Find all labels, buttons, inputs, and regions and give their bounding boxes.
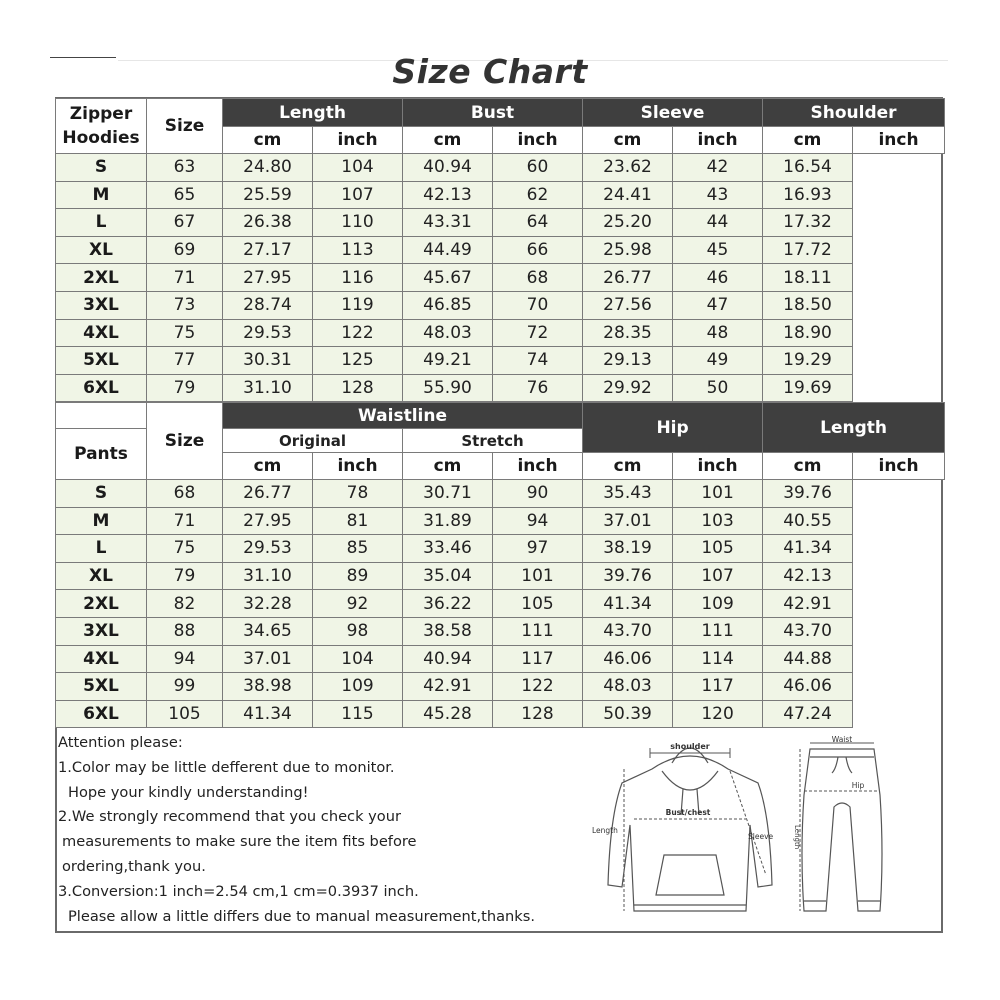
measurement-cell: 24.80 (223, 154, 313, 182)
measurement-cell: 120 (673, 700, 763, 728)
measurement-cell: 104 (313, 645, 403, 673)
measurement-cell: 82 (147, 590, 223, 618)
measurement-cell: 122 (313, 319, 403, 347)
measurement-cell: 19.29 (763, 347, 853, 375)
table-row (56, 535, 945, 563)
measurement-cell: 33.46 (403, 535, 493, 563)
measurement-cell: 45.67 (403, 264, 493, 292)
measurement-cell: 113 (313, 236, 403, 264)
measurement-cell: 99 (147, 673, 223, 701)
measurement-cell: 48.03 (403, 319, 493, 347)
measurement-cell: 27.95 (223, 264, 313, 292)
measurement-cell: 38.58 (403, 617, 493, 645)
measurement-cell: 17.72 (763, 236, 853, 264)
size-label-cell: 4XL (56, 319, 147, 347)
diagram-hip-label: Hip (851, 781, 865, 790)
measurement-cell: 29.92 (583, 374, 673, 402)
measurement-cell: 76 (493, 374, 583, 402)
pants-group-waistline: Waistline (223, 403, 583, 429)
measurement-cell: 111 (673, 617, 763, 645)
measurement-cell: 39.76 (583, 562, 673, 590)
measurement-cell: 28.35 (583, 319, 673, 347)
diagram-length-label: Length (592, 826, 618, 835)
measurement-cell: 48.03 (583, 673, 673, 701)
measurement-cell: 25.59 (223, 181, 313, 209)
unit-header: cm (403, 453, 493, 480)
measurement-cell: 31.10 (223, 562, 313, 590)
table-row (56, 319, 945, 347)
measurement-cell: 128 (493, 700, 583, 728)
measurement-cell: 30.31 (223, 347, 313, 375)
measurement-cell: 40.94 (403, 645, 493, 673)
measurement-cell: 77 (147, 347, 223, 375)
measurement-cell: 19.69 (763, 374, 853, 402)
unit-header: cm (223, 127, 313, 154)
measurement-cell: 74 (493, 347, 583, 375)
measurement-cell: 75 (147, 535, 223, 563)
measurement-cell: 27.95 (223, 507, 313, 535)
notes-line: ordering,thank you. (62, 857, 206, 875)
measurement-cell: 18.90 (763, 319, 853, 347)
measurement-cell: 26.77 (583, 264, 673, 292)
measurement-cell: 32.28 (223, 590, 313, 618)
hoodies-category-line2: Hoodies (62, 128, 140, 148)
measurement-cell: 68 (147, 480, 223, 508)
measurement-cell: 104 (313, 154, 403, 182)
measurement-cell: 40.94 (403, 154, 493, 182)
measurement-cell: 65 (147, 181, 223, 209)
attention-notes (58, 731, 598, 929)
measurement-cell: 43.70 (583, 617, 673, 645)
diagram-waist-label: Waist (831, 735, 853, 744)
table-row (56, 700, 945, 728)
measurement-cell: 97 (493, 535, 583, 563)
measurement-cell: 70 (493, 291, 583, 319)
measurement-cell: 88 (147, 617, 223, 645)
measurement-cell: 101 (673, 480, 763, 508)
measurement-cell: 34.65 (223, 617, 313, 645)
unit-header: inch (853, 127, 945, 154)
measurement-cell: 27.56 (583, 291, 673, 319)
measurement-cell: 16.93 (763, 181, 853, 209)
unit-header: inch (673, 127, 763, 154)
pants-blank-cell (56, 403, 147, 429)
measurement-cell: 71 (147, 507, 223, 535)
measurement-cell: 128 (313, 374, 403, 402)
notes-line: 1.Color may be little defferent due to monitor. (58, 758, 395, 776)
measurement-cell: 105 (673, 535, 763, 563)
measurement-cell: 42.91 (763, 590, 853, 618)
table-row (56, 291, 945, 319)
table-row (56, 347, 945, 375)
diagram-bust-label: Bust/chest (665, 808, 711, 817)
size-label-cell: S (56, 154, 147, 182)
measurement-cell: 31.10 (223, 374, 313, 402)
unit-header: inch (493, 127, 583, 154)
size-label-cell: L (56, 209, 147, 237)
measurement-cell: 50 (673, 374, 763, 402)
measurement-cell: 35.04 (403, 562, 493, 590)
measurement-cell: 79 (147, 374, 223, 402)
size-label-cell: L (56, 535, 147, 563)
measurement-cell: 62 (493, 181, 583, 209)
measurement-cell: 69 (147, 236, 223, 264)
size-label-cell: 4XL (56, 645, 147, 673)
notes-line: 3.Conversion:1 inch=2.54 cm,1 cm=0.3937 inch. (58, 882, 419, 900)
measurement-cell: 81 (313, 507, 403, 535)
measurement-cell: 37.01 (223, 645, 313, 673)
measurement-cell: 40.55 (763, 507, 853, 535)
unit-header: cm (583, 127, 673, 154)
measurement-cell: 18.11 (763, 264, 853, 292)
measurement-cell: 49.21 (403, 347, 493, 375)
measurement-cell: 60 (493, 154, 583, 182)
table-row (56, 590, 945, 618)
table-row (56, 154, 945, 182)
measurement-cell: 72 (493, 319, 583, 347)
measurement-cell: 43.70 (763, 617, 853, 645)
measurement-cell: 50.39 (583, 700, 673, 728)
table-row (56, 562, 945, 590)
measurement-cell: 125 (313, 347, 403, 375)
measurement-cell: 39.76 (763, 480, 853, 508)
measurement-cell: 109 (313, 673, 403, 701)
measurement-cell: 47.24 (763, 700, 853, 728)
pants-group-hip: Hip (583, 403, 763, 453)
size-label-cell: XL (56, 236, 147, 264)
measurement-cell: 42.91 (403, 673, 493, 701)
measurement-cell: 37.01 (583, 507, 673, 535)
measurement-cell: 103 (673, 507, 763, 535)
measurement-cell: 38.19 (583, 535, 673, 563)
hoodies-group-shoulder: Shoulder (763, 99, 945, 127)
pants-size-header: Size (147, 403, 223, 480)
hoodies-group-bust: Bust (403, 99, 583, 127)
measurement-cell: 94 (493, 507, 583, 535)
measurement-cell: 18.50 (763, 291, 853, 319)
measurement-cell: 24.41 (583, 181, 673, 209)
measurement-cell: 117 (493, 645, 583, 673)
size-label-cell: 6XL (56, 700, 147, 728)
measurement-cell: 23.62 (583, 154, 673, 182)
measurement-cell: 114 (673, 645, 763, 673)
measurement-cell: 25.98 (583, 236, 673, 264)
unit-header: cm (763, 127, 853, 154)
notes-line: Hope your kindly understanding! (68, 783, 309, 801)
notes-line: measurements to make sure the item fits before (62, 833, 417, 851)
unit-header: cm (403, 127, 493, 154)
table-row (56, 480, 945, 508)
measurement-cell: 25.20 (583, 209, 673, 237)
measurement-cell: 49 (673, 347, 763, 375)
measurement-cell: 35.43 (583, 480, 673, 508)
diagram-shoulder-label: shoulder (670, 742, 710, 751)
measurement-cell: 63 (147, 154, 223, 182)
size-label-cell: 2XL (56, 590, 147, 618)
measurement-cell: 105 (147, 700, 223, 728)
measurement-cell: 64 (493, 209, 583, 237)
pants-group-length: Length (763, 403, 945, 453)
measurement-cell: 45.28 (403, 700, 493, 728)
measurement-cell: 44.49 (403, 236, 493, 264)
measurement-cell: 122 (493, 673, 583, 701)
hoodies-group-sleeve: Sleeve (583, 99, 763, 127)
notes-heading: Attention please: (58, 734, 183, 751)
measurement-cell: 27.17 (223, 236, 313, 264)
table-row (56, 374, 945, 402)
measurement-cell: 46.06 (583, 645, 673, 673)
measurement-cell: 90 (493, 480, 583, 508)
measurement-cell: 41.34 (223, 700, 313, 728)
measurement-cell: 110 (313, 209, 403, 237)
measurement-cell: 46.06 (763, 673, 853, 701)
size-label-cell: 5XL (56, 673, 147, 701)
table-row (56, 264, 945, 292)
hoodies-category-line1: Zipper (69, 104, 133, 124)
size-label-cell: 5XL (56, 347, 147, 375)
size-label-cell: 3XL (56, 617, 147, 645)
hoodies-category-cell (56, 99, 147, 154)
measurement-cell: 31.89 (403, 507, 493, 535)
measurement-cell: 66 (493, 236, 583, 264)
measurement-cell: 115 (313, 700, 403, 728)
measurement-cell: 109 (673, 590, 763, 618)
measurement-cell: 67 (147, 209, 223, 237)
measurement-cell: 29.13 (583, 347, 673, 375)
measurement-cell: 29.53 (223, 535, 313, 563)
unit-header: inch (493, 453, 583, 480)
unit-header: inch (313, 453, 403, 480)
measurement-cell: 44 (673, 209, 763, 237)
measurement-cell: 42 (673, 154, 763, 182)
measurement-cell: 29.53 (223, 319, 313, 347)
measurement-cell: 28.74 (223, 291, 313, 319)
measurement-cell: 107 (673, 562, 763, 590)
hoodies-size-header: Size (147, 99, 223, 154)
unit-header: cm (763, 453, 853, 480)
measurement-cell: 45 (673, 236, 763, 264)
hoodies-group-length: Length (223, 99, 403, 127)
pants-category-cell: Pants (56, 429, 147, 480)
unit-header: cm (583, 453, 673, 480)
measurement-cell: 111 (493, 617, 583, 645)
notes-line: 2.We strongly recommend that you check your (58, 808, 401, 826)
measurement-cell: 101 (493, 562, 583, 590)
measurement-cell: 92 (313, 590, 403, 618)
measurement-cell: 75 (147, 319, 223, 347)
measurement-cell: 79 (147, 562, 223, 590)
table-row (56, 507, 945, 535)
unit-header: cm (223, 453, 313, 480)
unit-header: inch (673, 453, 763, 480)
pants-measurement-diagram (792, 735, 892, 925)
size-label-cell: M (56, 507, 147, 535)
measurement-cell: 16.54 (763, 154, 853, 182)
measurement-cell: 73 (147, 291, 223, 319)
measurement-cell: 48 (673, 319, 763, 347)
measurement-cell: 17.32 (763, 209, 853, 237)
size-label-cell: 6XL (56, 374, 147, 402)
measurement-cell: 41.34 (763, 535, 853, 563)
measurement-cell: 47 (673, 291, 763, 319)
pants-size-table (55, 402, 945, 728)
table-row (56, 181, 945, 209)
measurement-cell: 46 (673, 264, 763, 292)
size-label-cell: M (56, 181, 147, 209)
pants-subgroup-original: Original (223, 429, 403, 453)
table-row (56, 673, 945, 701)
table-row (56, 645, 945, 673)
measurement-cell: 38.98 (223, 673, 313, 701)
unit-header: inch (853, 453, 945, 480)
measurement-cell: 78 (313, 480, 403, 508)
measurement-cell: 46.85 (403, 291, 493, 319)
size-label-cell: S (56, 480, 147, 508)
measurement-cell: 43 (673, 181, 763, 209)
measurement-cell: 43.31 (403, 209, 493, 237)
measurement-cell: 55.90 (403, 374, 493, 402)
hoodie-measurement-diagram (590, 735, 790, 925)
diagram-pants-length-label: Length (793, 825, 801, 850)
measurement-cell: 119 (313, 291, 403, 319)
measurement-cell: 107 (313, 181, 403, 209)
measurement-cell: 26.77 (223, 480, 313, 508)
page-title: Size Chart (392, 52, 588, 91)
measurement-cell: 68 (493, 264, 583, 292)
pants-subgroup-stretch: Stretch (403, 429, 583, 453)
measurement-cell: 44.88 (763, 645, 853, 673)
table-row (56, 209, 945, 237)
measurement-cell: 89 (313, 562, 403, 590)
measurement-cell: 30.71 (403, 480, 493, 508)
diagram-sleeve-label: Sleeve (748, 832, 774, 841)
notes-line: Please allow a little differs due to manual measurement,thanks. (68, 907, 535, 925)
measurement-cell: 71 (147, 264, 223, 292)
hoodies-size-table (55, 98, 945, 402)
table-row (56, 236, 945, 264)
measurement-cell: 116 (313, 264, 403, 292)
size-label-cell: 3XL (56, 291, 147, 319)
measurement-cell: 42.13 (403, 181, 493, 209)
measurement-cell: 117 (673, 673, 763, 701)
measurement-cell: 41.34 (583, 590, 673, 618)
measurement-cell: 85 (313, 535, 403, 563)
measurement-cell: 94 (147, 645, 223, 673)
table-row (56, 617, 945, 645)
measurement-cell: 98 (313, 617, 403, 645)
measurement-cell: 105 (493, 590, 583, 618)
unit-header: inch (313, 127, 403, 154)
measurement-cell: 42.13 (763, 562, 853, 590)
measurement-cell: 36.22 (403, 590, 493, 618)
measurement-cell: 26.38 (223, 209, 313, 237)
size-label-cell: XL (56, 562, 147, 590)
size-label-cell: 2XL (56, 264, 147, 292)
